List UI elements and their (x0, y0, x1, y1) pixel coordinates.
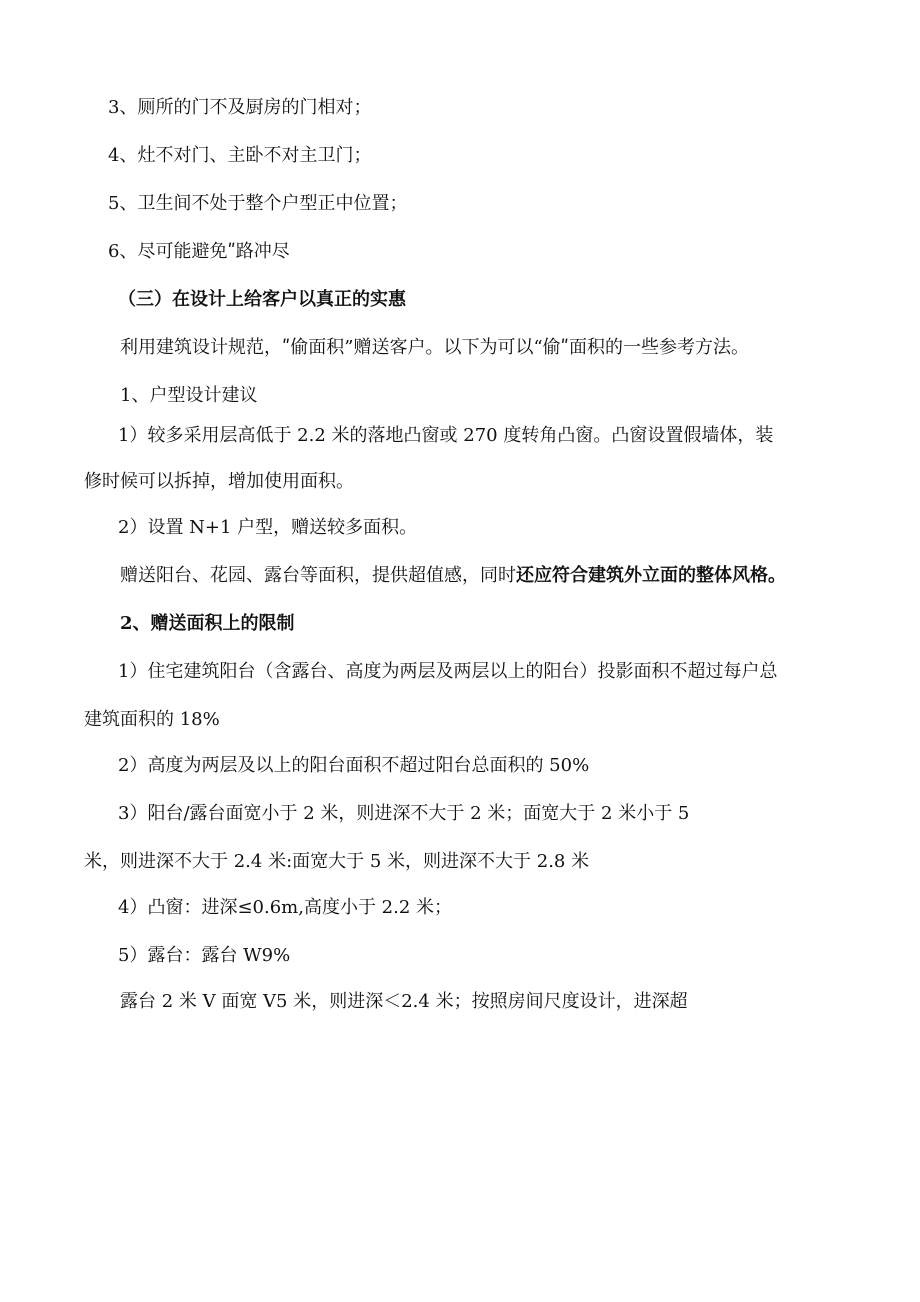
paragraph: 2）高度为两层及以上的阳台面积不超过阳台总面积的 50% (118, 755, 590, 776)
paragraph-line: 3）阳台/露台面宽小于 2 米，则进深不大于 2 米；面宽大于 2 米小于 5 (118, 803, 690, 824)
emphasis-text: 还应符合建筑外立面的整体风格。 (516, 565, 786, 586)
paragraph-text: 赠送阳台、花园、露台等面积，提供超值感，同时 (120, 565, 516, 586)
section-heading: （三）在设计上给客户以真正的实惠 (118, 289, 406, 310)
subheading: 1、户型设计建议 (120, 385, 258, 406)
paragraph: 2）设置 N+1 户型，赠送较多面积。 (118, 517, 418, 538)
paragraph: 5）露台：露台 W9% (118, 945, 291, 966)
list-item: 3、厕所的门不及厨房的门相对； (108, 97, 372, 118)
list-item: 5、卫生间不处于整个户型正中位置； (108, 193, 408, 214)
section-heading: 2、赠送面积上的限制 (120, 613, 295, 634)
paragraph-line: 修时候可以拆掉，增加使用面积。 (84, 471, 354, 492)
paragraph-line: 1）较多采用层高低于 2.2 米的落地凸窗或 270 度转角凸窗。凸窗设置假墙体，装 (118, 425, 774, 446)
paragraph: 利用建筑设计规范，ʺ偷面积”赠送客户。以下为可以“偷ʺ面积的一些参考方法。 (120, 337, 749, 358)
paragraph-line: 米，则进深不大于 2.4 米:面宽大于 5 米，则进深不大于 2.8 米 (84, 851, 590, 872)
paragraph-line: 1）住宅建筑阳台（含露台、高度为两层及两层以上的阳台）投影面积不超过每户总 (118, 661, 778, 682)
list-item: 4、灶不对门、主卧不对主卫门； (108, 145, 372, 166)
list-item: 6、尽可能避免ʺ路冲尽 (108, 241, 290, 262)
paragraph-line: 建筑面积的 18% (84, 709, 220, 730)
paragraph: 露台 2 米 V 面宽 V5 米，则进深＜2.4 米；按照房间尺度设计，进深超 (120, 991, 688, 1012)
paragraph: 4）凸窗：进深≤0.6m,高度小于 2.2 米； (118, 897, 453, 918)
paragraph (120, 564, 786, 588)
